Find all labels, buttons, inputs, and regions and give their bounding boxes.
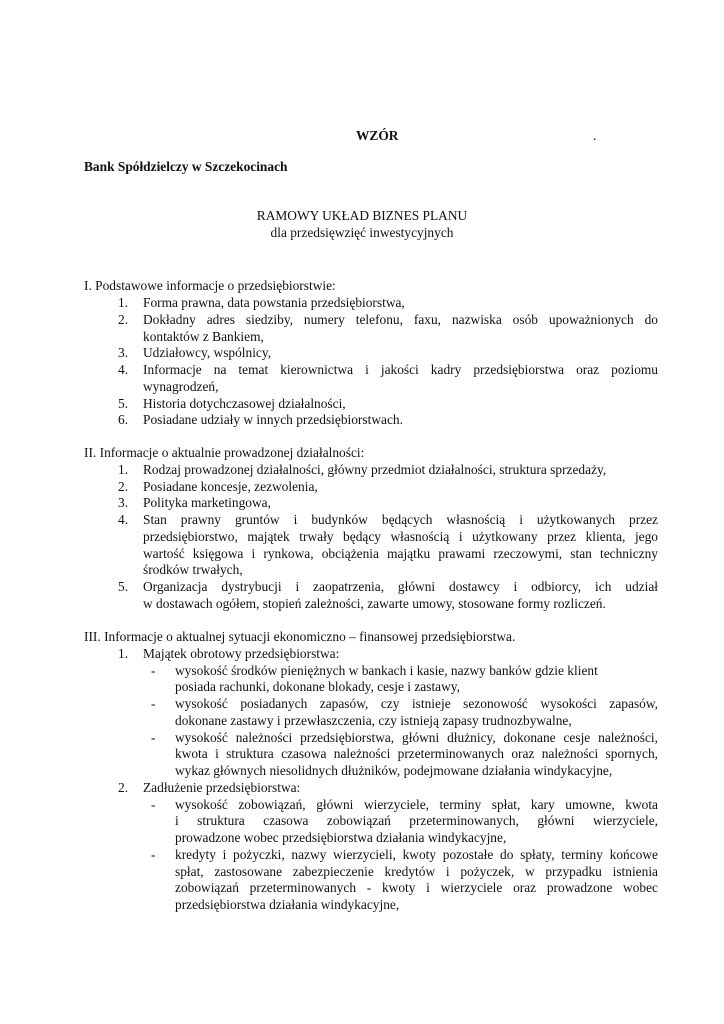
section-1-heading: I. Podstawowe informacje o przedsiębiorstwie:: [84, 278, 336, 293]
s2-item-1-text: Rodzaj prowadzonej działalności, główny przedmiot działalności, struktura sprzedaży,: [143, 462, 607, 477]
s1-item-1-number: 1.: [118, 295, 129, 310]
s1-item-3-number: 3.: [118, 345, 129, 360]
section-2-heading: II. Informacje o aktualnie prowadzonej działalności:: [84, 445, 365, 460]
s3-item-2-number: 2.: [118, 780, 129, 795]
s3-2-bullet-1-dash: -: [151, 797, 156, 812]
s2-item-4-line-1: Stan prawny gruntów i budynków będących własnością i użytkowanych przez: [143, 512, 658, 527]
s3-2-bullet-2-line-3: zobowiązań przeterminowanych - kwoty i wierzyciele oraz prowadzone wobec: [175, 880, 658, 895]
s1-item-2-line-2: kontaktów z Bankiem,: [143, 329, 264, 344]
s3-item-1-number: 1.: [118, 646, 129, 661]
s2-item-3-number: 3.: [118, 495, 129, 510]
title-line-1: RAMOWY UKŁAD BIZNES PLANU: [256, 208, 468, 223]
s3-1-bullet-3-line-1: wysokość należności przedsiębiorstwa, główni dłużnicy, dokonane cesje należności,: [175, 730, 658, 745]
s3-1-bullet-2-line-2: dokonane zastawy i przewłaszczenia, czy istnieją zapasy trudnozbywalne,: [175, 713, 572, 728]
header-dot: .: [593, 128, 597, 143]
s1-item-5-number: 5.: [118, 396, 129, 411]
section-3-heading: III. Informacje o aktualnej sytuacji ekonomiczno – finansowej przedsiębiorstwa.: [84, 629, 516, 644]
s3-1-bullet-3-line-3: wykaz głównych niesolidnych dłużników, podejmowane działania windykacyjne,: [175, 763, 613, 778]
s3-item-1-label: Majątek obrotowy przedsiębiorstwa:: [143, 646, 340, 661]
s2-item-5-line-2: w dostawach ogółem, stopień zależności, zawarte umowy, stosowane formy rozliczeń.: [143, 596, 606, 611]
s2-item-5-number: 5.: [118, 579, 129, 594]
s3-1-bullet-2-dash: -: [151, 696, 156, 711]
title-line-2: dla przedsięwzięć inwestycyjnych: [270, 225, 454, 240]
s2-item-2-text: Posiadane koncesje, zezwolenia,: [143, 479, 318, 494]
s1-item-4-line-2: wynagrodzeń,: [143, 379, 219, 394]
s2-item-4-line-3: wartość księgowa i rynkowa, obciążenia majątku prawami rzeczowymi, stan techniczny: [143, 546, 658, 561]
s3-1-bullet-1-line-2: posiada rachunki, dokonane blokady, cesje i zastawy,: [175, 679, 460, 694]
s1-item-5-text: Historia dotychczasowej działalności,: [143, 396, 346, 411]
s2-item-4-line-4: środków trwałych,: [143, 562, 243, 577]
s1-item-2-number: 2.: [118, 312, 129, 327]
s3-1-bullet-1-line-1: wysokość środków pieniężnych w bankach i kasie, nazwy banków gdzie klient: [175, 663, 598, 678]
s1-item-4-line-1: Informacje na temat kierownictwa i jakości kadry przedsiębiorstwa oraz poziomu: [143, 362, 658, 377]
s3-2-bullet-2-line-2: spłat, zastosowane zabezpieczenie kredytów i pożyczek, w przypadku istnienia: [175, 864, 658, 879]
s1-item-6-text: Posiadane udziały w innych przedsiębiorstwach.: [143, 412, 403, 427]
wzor-label: WZÓR: [356, 128, 399, 143]
s1-item-3-text: Udziałowcy, wspólnicy,: [143, 345, 272, 360]
s3-1-bullet-1-dash: -: [151, 663, 156, 678]
s3-2-bullet-2-line-4: przedsiębiorstwa działania windykacyjne,: [175, 897, 400, 912]
s2-item-1-number: 1.: [118, 462, 129, 477]
s1-item-2-line-1: Dokładny adres siedziby, numery telefonu, faxu, nazwiska osób upoważnionych do: [143, 312, 658, 327]
s1-item-4-number: 4.: [118, 362, 129, 377]
s3-2-bullet-2-line-1: kredyty i pożyczki, nazwy wierzycieli, kwoty pozostałe do spłaty, terminy końcowe: [175, 847, 658, 862]
s1-item-1-text: Forma prawna, data powstania przedsiębiorstwa,: [143, 295, 405, 310]
s3-2-bullet-2-dash: -: [151, 847, 156, 862]
s3-1-bullet-2-line-1: wysokość posiadanych zapasów, czy istnieje sezonowość wysokości zapasów,: [175, 696, 658, 711]
bank-name: Bank Spółdzielczy w Szczekocinach: [84, 159, 288, 174]
s2-item-4-line-2: przedsiębiorstwo, majątek trwały będący własnością i użytkowany przez klienta, jego: [143, 529, 658, 544]
s3-2-bullet-1-line-1: wysokość zobowiązań, główni wierzyciele, terminy spłat, kary umowne, kwota: [175, 797, 658, 812]
s3-2-bullet-1-line-2: i struktura czasowa zobowiązań przeterminowanych, główni wierzyciele,: [175, 813, 658, 828]
s1-item-6-number: 6.: [118, 412, 129, 427]
s2-item-3-text: Polityka marketingowa,: [143, 495, 271, 510]
document-title: [0, 207, 724, 241]
s3-1-bullet-3-dash: -: [151, 730, 156, 745]
s2-item-4-number: 4.: [118, 512, 129, 527]
s2-item-2-number: 2.: [118, 479, 129, 494]
s3-1-bullet-3-line-2: kwota i struktura czasowa należności przeterminowanych oraz należności spornych,: [175, 746, 658, 761]
s3-2-bullet-1-line-3: prowadzone wobec przedsiębiorstwa działania windykacyjne,: [175, 830, 507, 845]
s3-item-2-label: Zadłużenie przedsiębiorstwa:: [143, 780, 301, 795]
s2-item-5-line-1: Organizacja dystrybucji i zaopatrzenia, główni dostawcy i odbiorcy, ich udział: [143, 579, 658, 594]
